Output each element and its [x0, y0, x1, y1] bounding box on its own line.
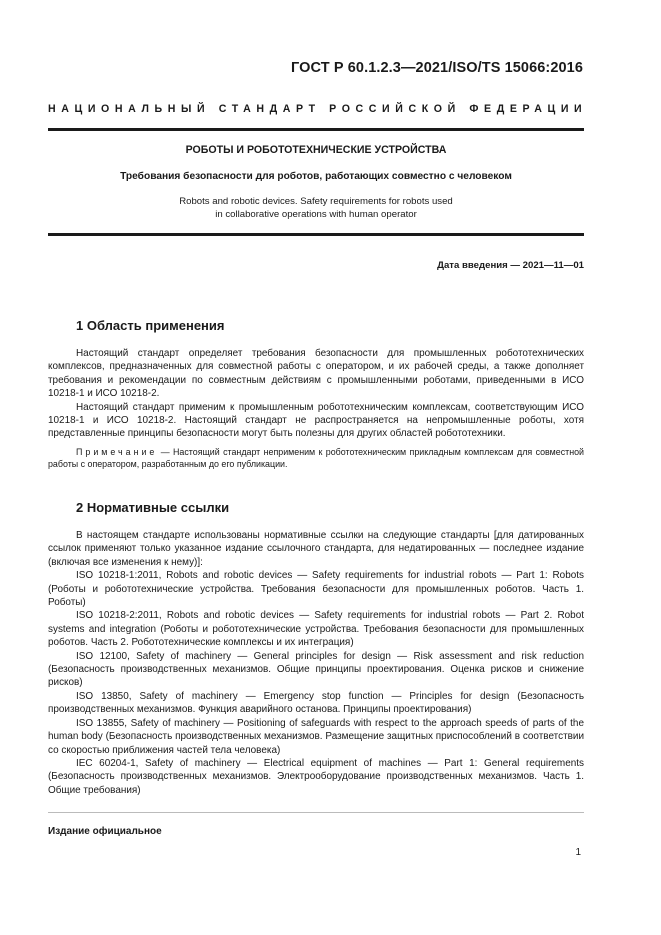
standard-type-heading: НАЦИОНАЛЬНЫЙ СТАНДАРТ РОССИЙСКОЙ ФЕДЕРАЦИИ — [48, 103, 588, 115]
document-subtitle: Требования безопасности для роботов, работающих совместно с человеком — [120, 171, 512, 182]
reference-item: ISO 13855, Safety of machinery — Positioning of safeguards with respect to the approach speeds of parts of the human body (Безопасность производственных механизмов. Размещение защитных приспособлений в соответствии со скоростью приближения частей тела человека) — [48, 717, 584, 756]
section-scope — [48, 318, 584, 470]
section-heading: 1 Область применения — [76, 318, 225, 333]
reference-item: ISO 12100, Safety of machinery — General principles for design — Risk assessment and risk reduction (Безопасность производственных механизмов. Общие принципы проектирования. Оценка рисков и снижение рисков) — [48, 650, 584, 689]
note — [48, 446, 584, 470]
section-heading: 2 Нормативные ссылки — [76, 500, 230, 515]
page-number: 1 — [575, 847, 581, 858]
paragraph: В настоящем стандарте использованы нормативные ссылки на следующие стандарты [для датированных ссылок применяют только указанное издание ссылочного стандарта, для недатированных — последнее издание (включая все изменения к нему)]: — [48, 530, 584, 568]
reference-item: ISO 13850, Safety of machinery — Emergency stop function — Principles for design (Безопасность производственных механизмов. Функция аварийного останова. Принципы проектирования) — [48, 690, 584, 716]
reference-item: ISO 10218-2:2011, Robots and robotic devices — Safety requirements for industrial robots — Part 2. Robot systems and integration (Роботы и робототехнические устройства. Требования безопасности для промышленных роботов. Часть 2. Робототехнические комплексы и их интеграция) — [48, 610, 584, 649]
english-title-line: Robots and robotic devices. Safety requirements for robots used — [179, 196, 453, 207]
footer-divider — [48, 812, 584, 813]
bottom-divider — [48, 233, 584, 236]
document-title: РОБОТЫ И РОБОТОТЕХНИЧЕСКИЕ УСТРОЙСТВА — [185, 144, 447, 156]
paragraph: Настоящий стандарт определяет требования безопасности для промышленных робототехнических комплексов, предназначенных для совместной работы с оператором, и их рабочей среды, а также дополняет требования и рекомендации по совместным действиям с промышленными роботами, приведенными в ИСО 10218-1 и ИСО 10218-2. — [48, 348, 584, 400]
english-title-line: in collaborative operations with human operator — [215, 208, 417, 220]
reference-list — [48, 569, 584, 797]
standard-code: ГОСТ Р 60.1.2.3—2021/ISO/TS 15066:2016 — [291, 60, 583, 76]
section-normative-references — [48, 500, 584, 797]
paragraph: Настоящий стандарт применим к промышленным робототехническим комплексам, соответствующим ИСО 10218-1 и ИСО 10218-2. Настоящий стандарт не распространяется на непромышленные роботы, хотя представленные принципы безопасности могут быть полезны для других областей робототехники. — [48, 401, 584, 440]
official-edition-label: Издание официальное — [48, 826, 162, 837]
english-title — [48, 196, 584, 221]
note-text: — Настоящий стандарт неприменим к робототехническим прикладным комплексам для совместной работы с оператором, разработанным до его публикации. — [48, 446, 584, 470]
top-divider — [48, 128, 584, 131]
reference-item: ISO 10218-1:2011, Robots and robotic devices — Safety requirements for industrial robots — Part 1: Robots (Роботы и робототехнические устройства. Требования безопасности для промышленных роботов. Часть 1. Роботы) — [48, 570, 584, 609]
reference-item: IEC 60204-1, Safety of machinery — Electrical equipment of machines — Part 1: General requirements (Безопасность производственных механизмов. Электрооборудование производственных механизмов. Часть 1. Общие требования) — [48, 757, 584, 796]
note-label: Примечание — [76, 446, 158, 457]
introduction-date: Дата введения — 2021—11—01 — [437, 260, 584, 271]
